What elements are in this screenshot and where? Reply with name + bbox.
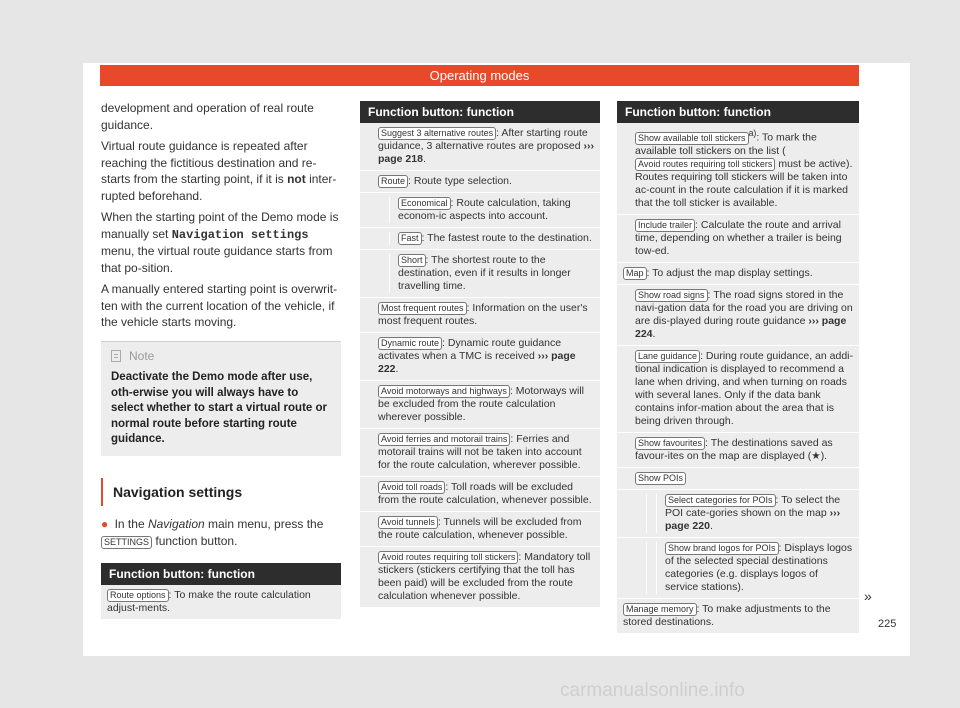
function-tag: Route options: [107, 589, 169, 602]
page-header: Operating modes: [100, 65, 859, 86]
instruction-bullet: ● In the Navigation main menu, press the SETTINGS function button.: [101, 517, 324, 548]
table-header: Function button: function: [617, 101, 859, 123]
function-tag: Economical: [398, 197, 451, 210]
paragraph-2: Virtual route guidance is repeated after reaching the fictitious destination and re-starts from the starting point, if it is not inter-rupted beforehand.: [101, 139, 337, 203]
function-tag: Select categories for POIs: [665, 494, 776, 507]
table-row: Show brand logos for POIs : Displays logos of the selected special destinations categories (e.g. displays logos of service stations).: [617, 538, 859, 599]
function-tag: Dynamic route: [378, 337, 442, 350]
page-ref: ››› page 224: [635, 314, 847, 340]
function-tag: Lane guidance: [635, 350, 700, 363]
table-row: Lane guidance : During route guidance, an addi-tional indication is displayed to recommend a lane when driving, and when turning on roads with several lanes. Only if the data bank contains infor-mation about the area that is being driven through.: [617, 346, 859, 433]
column-1: [101, 100, 341, 620]
table-row: Show favourites : The destinations saved as favour-ites on the map are displayed (★).: [617, 433, 859, 468]
note-text: Deactivate the Demo mode after use, oth-erwise you will always have to select whether to start a virtual route or normal route before starting route guidance.: [111, 371, 328, 445]
function-tag: Avoid ferries and motorail trains: [378, 433, 510, 446]
table-row: Show road signs : The road signs stored in the navi-gation data for the road you are driving on are dis-played during route guidance ››› page 224.: [617, 285, 859, 346]
paragraph-3: When the starting point of the Demo mode is manually set Navigation settings menu, the virtual route guidance starts from that po-sition.: [101, 210, 339, 275]
star-icon: ★: [811, 449, 821, 462]
continued-marker: »: [864, 588, 872, 604]
table-row: Dynamic route : Dynamic route guidance activates when a TMC is received ››› page 222.: [360, 333, 600, 381]
table-row: Avoid routes requiring toll stickers : Mandatory toll stickers (stickers certifying that the toll has been paid) will be excluded from the route calculation whenever possible.: [360, 547, 600, 608]
bullet-icon: ●: [101, 517, 109, 531]
table-header: Function button: function: [101, 563, 341, 585]
function-tag: Suggest 3 alternative routes: [378, 127, 496, 140]
function-tag: Fast: [398, 232, 422, 245]
note-header: [111, 348, 331, 365]
note-box: [101, 341, 341, 456]
table-row: Suggest 3 alternative routes : After starting route guidance, 3 alternative routes are proposed ››› page 218.: [360, 123, 600, 171]
function-tag: Show available toll stickers: [635, 132, 749, 145]
paragraph-1: development and operation of real route guidance.: [101, 101, 314, 132]
function-tag: Show brand logos for POIs: [665, 542, 779, 555]
function-tag: Include trailer: [635, 219, 695, 232]
column-2: [360, 101, 600, 608]
function-tag: Show POIs: [635, 472, 686, 485]
table-row: Avoid toll roads : Toll roads will be excluded from the route calculation, whenever possible.: [360, 477, 600, 512]
table-row: Route options : To make the route calculation adjust-ments.: [101, 585, 341, 620]
note-label: Note: [129, 348, 155, 363]
table-row: [617, 468, 859, 490]
table-row: Fast : The fastest route to the destination.: [360, 228, 600, 250]
function-tag: Route: [378, 175, 408, 188]
paragraph-4: A manually entered starting point is overwrit-ten with the current location of the vehicle, if the vehicle starts moving.: [101, 282, 338, 329]
function-tag: Short: [398, 254, 426, 267]
table-row: Show available toll stickers $^{a)}$: To mark the available toll stickers on the list (Avoid routes requiring toll stickers must be active). Routes requiring toll stickers will be taken into ac-count in the route calculation if it is marked that the toll sticker is available.: [617, 123, 859, 215]
function-tag: Avoid motorways and highways: [378, 385, 510, 398]
watermark: carmanualsonline.info: [560, 680, 745, 701]
function-tag: Most frequent routes: [378, 302, 467, 315]
settings-button-tag: SETTINGS: [101, 536, 152, 549]
footnote-marker: a): [748, 128, 757, 138]
table-row: Avoid ferries and motorail trains : Ferries and motorail trains will not be taken into account for the route calculation, wherever possible.: [360, 429, 600, 477]
page-ref: ››› page 220: [665, 506, 841, 532]
function-tag: Avoid routes requiring toll stickers: [378, 551, 518, 564]
table-row: Avoid tunnels : Tunnels will be excluded from the route calculation, whenever possible.: [360, 512, 600, 547]
function-tag: Avoid tunnels: [378, 516, 438, 529]
table-row: Map : To adjust the map display settings.: [617, 263, 859, 285]
page-ref: ››› page 222: [378, 350, 576, 375]
note-icon: [111, 350, 121, 362]
table-row: Economical : Route calculation, taking econom-ic aspects into account.: [360, 193, 600, 228]
function-tag: Avoid toll roads: [378, 481, 445, 494]
column-3: [617, 101, 859, 634]
page-ref: ››› page 218: [378, 140, 594, 165]
function-tag: Avoid routes requiring toll stickers: [635, 158, 775, 171]
table-row: Route : Route type selection.: [360, 171, 600, 193]
function-tag: Manage memory: [623, 603, 697, 616]
table-row: Include trailer : Calculate the route and arrival time, depending on whether a trailer is being tow-ed.: [617, 215, 859, 263]
function-tag: Map: [623, 267, 647, 280]
section-title: Navigation settings: [101, 478, 341, 507]
function-tag: Show road signs: [635, 289, 708, 302]
table-row: Manage memory : To make adjustments to the stored destinations.: [617, 599, 859, 634]
table-row: Short : The shortest route to the destination, even if it results in longer travelling time.: [360, 250, 600, 298]
table-row: Most frequent routes : Information on the user's most frequent routes.: [360, 298, 600, 333]
table-row: Avoid motorways and highways : Motorways will be excluded from the route calculation wherever possible.: [360, 381, 600, 429]
page-number: 225: [878, 618, 897, 630]
table-header: Function button: function: [360, 101, 600, 123]
menu-name: Navigation settings: [171, 227, 309, 242]
function-tag: Show favourites: [635, 437, 705, 450]
table-row: Select categories for POIs : To select the POI cate-gories shown on the map ››› page 220.: [617, 490, 859, 538]
